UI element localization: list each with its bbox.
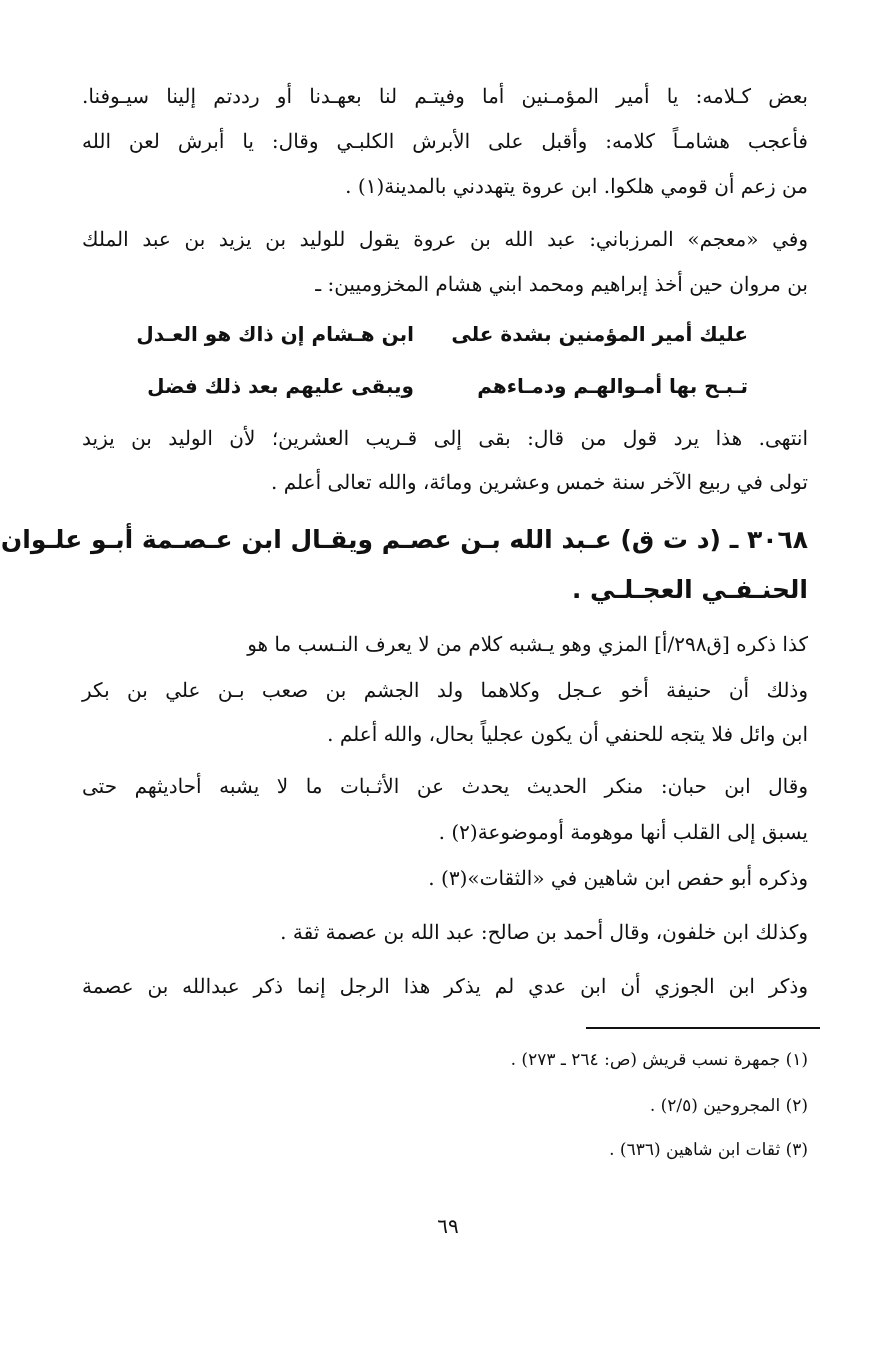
- footnote: (٢) المجروحين (٢/٥) .: [649, 1096, 808, 1116]
- text-line: فأعجب هشامـاً كلامه: وأقبل على الأبرش الكلبـي وقال: يا أبرش لعن الله: [82, 129, 808, 153]
- text-line: وكذلك ابن خلفون، وقال أحمد بن صالح: عبد الله بن عصمة ثقة .: [280, 920, 808, 944]
- text-line: ابن وائل فلا يتجه للحنفي أن يكون عجلياً بحال، والله أعلم .: [327, 722, 808, 746]
- text-line: من زعم أن قومي هلكوا. ابن عروة يتهددني بالمدينة(١) .: [345, 174, 808, 198]
- poem-verse-second-half: ويبقى عليهم بعد ذلك فضل: [147, 374, 414, 398]
- text-line: وذلك أن حنيفة أخو عـجل وكلاهما ولد الجشم بن صعب بـن علي بن بكر: [82, 678, 808, 702]
- entry-heading: الحنـفـي العجـلـي .: [571, 575, 808, 604]
- page-number: ٦٩: [437, 1214, 459, 1238]
- footnote: (١) جمهرة نسب قريش (ص: ٢٦٤ ـ ٢٧٣) .: [510, 1050, 808, 1070]
- poem-verse-first-half: عليك أمير المؤمنين بشدة على: [451, 322, 748, 346]
- text-line: وقال ابن حبان: منكر الحديث يحدث عن الأثـبات ما لا يشبه أحاديثهم حتى: [82, 774, 808, 798]
- text-line: كذا ذكره [ق٢٩٨/أ] المزي وهو يـشبه كلام من لا يعرف النـسب ما هو: [247, 632, 808, 656]
- text-line: وفي «معجم» المرزباني: عبد الله بن عروة يقول للوليد بن يزيد بن عبد الملك: [82, 227, 808, 251]
- text-line: يسبق إلى القلب أنها موهومة أوموضوعة(٢) .: [438, 820, 808, 844]
- text-line: بن مروان حين أخذ إبراهيم ومحمد ابني هشام المخزوميين: ـ: [315, 272, 808, 296]
- text-line: بعض كـلامه: يا أمير المؤمـنين أما وفيتـم لنا بعهـدنا أو رددتم إلينا سيـوفنا.: [82, 84, 808, 108]
- footnote: (٣) ثقات ابن شاهين (٦٣٦) .: [609, 1140, 808, 1160]
- text-line: وذكر ابن الجوزي أن ابن عدي لم يذكر هذا الرجل إنما ذكر عبدالله بن عصمة: [82, 974, 808, 998]
- poem-verse-second-half: ابن هـشام إن ذاك هو العـدل: [136, 322, 414, 346]
- poem-verse-first-half: تـبـح بها أمـوالهـم ودمـاءهم: [477, 374, 748, 398]
- text-line: وذكره أبو حفص ابن شاهين في «الثقات»(٣) .: [428, 866, 808, 890]
- footnote-separator: [586, 1027, 820, 1029]
- text-line: انتهى. هذا يرد قول من قال: بقى إلى قـريب العشرين؛ لأن الوليد بن يزيد: [82, 426, 808, 450]
- entry-heading: ٣٠٦٨ ـ (د ت ق) عـبد الله بـن عصـم ويقـال ابن عـصـمة أبـو علـوان: [0, 525, 808, 554]
- text-line: تولى في ربيع الآخر سنة خمس وعشرين ومائة، والله تعالى أعلم .: [270, 470, 808, 494]
